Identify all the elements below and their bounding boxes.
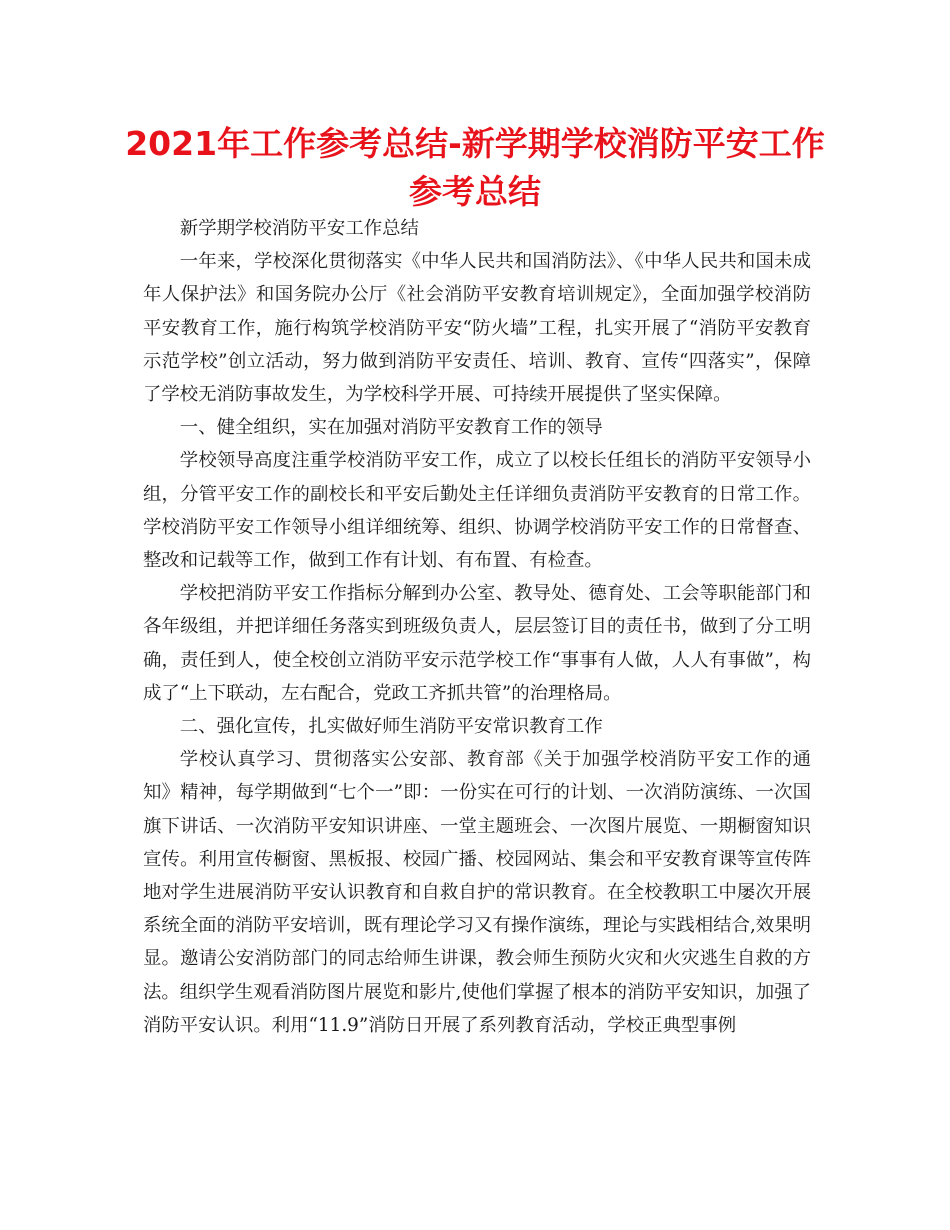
paragraph: 学校认真学习、贯彻落实公安部、教育部《关于加强学校消防平安工作的通知》精神，每学期做到“七个一”即：一份实在可行的计划、一次消防演练、一次国旗下讲话、一次消防平安知识讲座、一堂主题班会、一次图片展览、一期橱窗知识宣传。利用宣传橱窗、黑板报、校园广播、校园网站、集会和平安教育课等宣传阵地对学生进展消防平安认识教育和自救自护的常识教育。在全校教职工中屡次开展系统全面的消防平安培训，既有理论学习又有操作演练，理论与实践相结合,效果明显。邀请公安消防部门的同志给师生讲课，教会师生预防火灾和火灾逃生自救的方法。组织学生观看消防图片展览和影片,使他们掌握了根本的消防平安知识，加强了消防平安认识。利用“11.9”消防日开展了系列教育活动，学校正典型事例 — [143, 749, 811, 1036]
paragraph: 学校领导高度注重学校消防平安工作，成立了以校长任组长的消防平安领导小组，分管平安工作的副校长和平安后勤处主任详细负责消防平安教育的日常工作。学校消防平安工作领导小组详细统筹、组织、协调学校消防平安工作的日常督查、整改和记载等工作，做到工作有计划、有布置、有检查。 — [143, 450, 811, 572]
paragraph-intro: 一年来，学校深化贯彻落实《中华人民共和国消防法》、《中华人民共和国未成年人保护法》和国务院办公厅《社会消防平安教育培训规定》，全面加强学校消防平安教育工作，施行构筑学校消防平安“防火墙”工程，扎实开展了“消防平安教育示范学校”创立活动，努力做到消防平安责任、培训、教育、宣传“四落实”，保障了学校无消防事故发生，为学校科学开展、可持续开展提供了坚实保障。 — [143, 251, 811, 406]
document-title: 2021年工作参考总结-新学期学校消防平安工作参考总结 — [125, 124, 825, 211]
section-heading-2: 二、强化宣传，扎实做好师生消防平安常识教育工作 — [179, 716, 603, 738]
section-heading-1: 一、健全组织，实在加强对消防平安教育工作的领导 — [179, 417, 603, 439]
paragraph-subtitle: 新学期学校消防平安工作总结 — [179, 218, 419, 239]
paragraph: 学校把消防平安工作指标分解到办公室、教导处、德育处、工会等职能部门和各年级组，并把详细任务落实到班级负责人，层层签订目的责任书，做到了分工明确，责任到人，使全校创立消防平安示范学校工作“事事有人做，人人有事做”，构成了“上下联动，左右配合，党政工齐抓共管”的治理格局。 — [143, 583, 811, 704]
document-body — [143, 212, 811, 1042]
